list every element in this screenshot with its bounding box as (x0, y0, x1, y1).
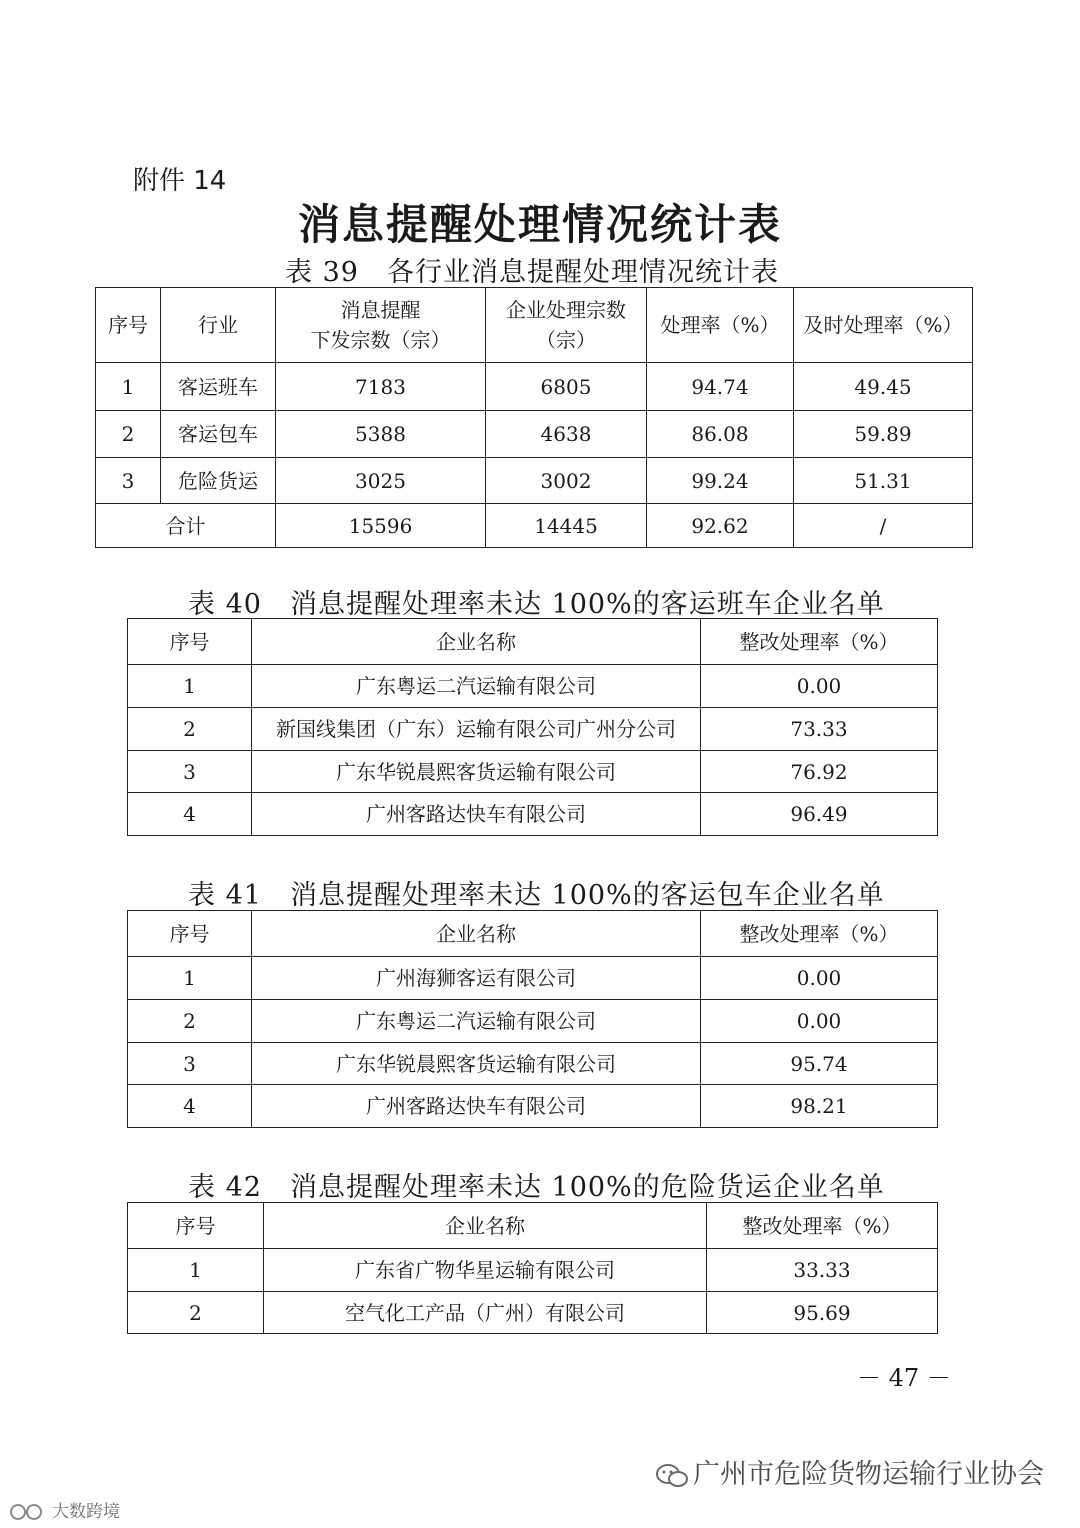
cell-seq: 1 (128, 957, 252, 1000)
cell-rectify-rate: 33.33 (707, 1249, 938, 1292)
cell-company-name: 广东华锐晨熙客货运输有限公司 (252, 751, 701, 793)
cell-company-name: 广东粤运二汽运输有限公司 (252, 1000, 701, 1043)
header-rectify-rate: 整改处理率（%） (701, 911, 938, 957)
cell-issued: 3025 (276, 458, 486, 504)
cell-rectify-rate: 76.92 (701, 751, 938, 793)
table-header-row (128, 911, 938, 957)
cell-rate: 99.24 (647, 458, 794, 504)
cell-company-name: 广州客路达快车有限公司 (252, 1085, 701, 1128)
cell-seq: 1 (128, 665, 252, 708)
watermark-brand-text: 大数跨境 (52, 1502, 120, 1522)
cell-industry: 危险货运 (161, 458, 276, 504)
cell-company-name: 新国线集团（广东）运输有限公司广州分公司 (252, 708, 701, 751)
cell-seq: 4 (128, 793, 252, 836)
cell-seq: 2 (128, 1000, 252, 1043)
cell-seq: 1 (96, 363, 161, 411)
table-header-row (128, 1203, 938, 1249)
cell-seq: 4 (128, 1085, 252, 1128)
cell-rectify-rate: 73.33 (701, 708, 938, 751)
table41-caption: 表 41 消息提醒处理率未达 100%的客运包车企业名单 (188, 880, 885, 911)
cell-issued: 5388 (276, 411, 486, 458)
header-company-name: 企业名称 (252, 911, 701, 957)
cell-seq: 2 (96, 411, 161, 458)
header-issued (276, 288, 486, 363)
cell-handled: 4638 (486, 411, 647, 458)
table40-bus-companies (127, 618, 938, 836)
header-issued-line1: 消息提醒 (340, 298, 421, 322)
header-rate: 处理率（%） (647, 288, 794, 363)
table-row (128, 793, 938, 836)
table-row (96, 458, 973, 504)
cell-seq: 2 (128, 708, 252, 751)
cell-company-name: 广州海狮客运有限公司 (252, 957, 701, 1000)
header-company-name: 企业名称 (252, 619, 701, 665)
cell-industry: 客运班车 (161, 363, 276, 411)
cell-company-name: 广东华锐晨熙客货运输有限公司 (252, 1043, 701, 1085)
cell-rectify-rate: 0.00 (701, 957, 938, 1000)
cell-timely: 49.45 (794, 363, 973, 411)
header-issued-line2: 下发宗数（宗） (310, 328, 451, 352)
page-number: － 47 － (857, 1364, 951, 1392)
cell-issued: 7183 (276, 363, 486, 411)
watermark-association-text: 广州市危险货物运输行业协会 (693, 1459, 1044, 1490)
cell-company-name: 广东省广物华星运输有限公司 (264, 1249, 707, 1292)
header-seq: 序号 (128, 911, 252, 957)
cell-seq: 3 (96, 458, 161, 504)
table39-caption: 表 39 各行业消息提醒处理情况统计表 (285, 257, 779, 288)
table-header-row (96, 288, 973, 363)
cell-seq: 2 (128, 1292, 264, 1334)
table39-industry-stats (95, 287, 973, 548)
cell-rate: 86.08 (647, 411, 794, 458)
header-company-name: 企业名称 (264, 1203, 707, 1249)
cell-rectify-rate: 98.21 (701, 1085, 938, 1128)
header-handled-line2: （宗） (536, 328, 596, 352)
cell-total-label: 合计 (96, 504, 276, 548)
cell-industry: 客运包车 (161, 411, 276, 458)
header-rectify-rate: 整改处理率（%） (707, 1203, 938, 1249)
brand-logo-icon (8, 1502, 48, 1522)
table42-caption: 表 42 消息提醒处理率未达 100%的危险货运企业名单 (188, 1172, 885, 1203)
table-total-row (96, 504, 973, 548)
cell-handled: 3002 (486, 458, 647, 504)
table-row (96, 411, 973, 458)
table-row (128, 1292, 938, 1334)
cell-seq: 3 (128, 751, 252, 793)
wechat-icon (655, 1462, 689, 1490)
table-row (128, 1000, 938, 1043)
table41-charter-companies (127, 910, 938, 1128)
table42-hazmat-companies (127, 1202, 938, 1334)
cell-company-name: 广州客路达快车有限公司 (252, 793, 701, 836)
table-header-row (128, 619, 938, 665)
main-title: 消息提醒处理情况统计表 (297, 200, 782, 249)
table-row (128, 665, 938, 708)
header-industry: 行业 (161, 288, 276, 363)
cell-seq: 1 (128, 1249, 264, 1292)
table-row (128, 708, 938, 751)
table-row (128, 1249, 938, 1292)
cell-rate: 94.74 (647, 363, 794, 411)
watermark-brand (8, 1497, 120, 1522)
cell-total-rate: 92.62 (647, 504, 794, 548)
annex-label: 附件 14 (133, 166, 227, 196)
cell-company-name: 空气化工产品（广州）有限公司 (264, 1292, 707, 1334)
table-row (128, 957, 938, 1000)
cell-timely: 51.31 (794, 458, 973, 504)
table40-caption: 表 40 消息提醒处理率未达 100%的客运班车企业名单 (188, 589, 885, 620)
cell-rectify-rate: 95.74 (701, 1043, 938, 1085)
cell-seq: 3 (128, 1043, 252, 1085)
header-seq: 序号 (128, 619, 252, 665)
cell-total-timely: / (794, 504, 973, 548)
cell-timely: 59.89 (794, 411, 973, 458)
table-row (128, 1085, 938, 1128)
header-seq: 序号 (128, 1203, 264, 1249)
header-handled (486, 288, 647, 363)
header-timely-rate: 及时处理率（%） (794, 288, 973, 363)
cell-rectify-rate: 0.00 (701, 665, 938, 708)
cell-rectify-rate: 0.00 (701, 1000, 938, 1043)
table-row (128, 1043, 938, 1085)
cell-rectify-rate: 95.69 (707, 1292, 938, 1334)
header-rectify-rate: 整改处理率（%） (701, 619, 938, 665)
header-handled-line1: 企业处理宗数 (506, 298, 626, 322)
cell-rectify-rate: 96.49 (701, 793, 938, 836)
header-seq: 序号 (96, 288, 161, 363)
cell-total-handled: 14445 (486, 504, 647, 548)
watermark-association (655, 1452, 1044, 1491)
table-row (128, 751, 938, 793)
cell-total-issued: 15596 (276, 504, 486, 548)
cell-handled: 6805 (486, 363, 647, 411)
table-row (96, 363, 973, 411)
cell-company-name: 广东粤运二汽运输有限公司 (252, 665, 701, 708)
